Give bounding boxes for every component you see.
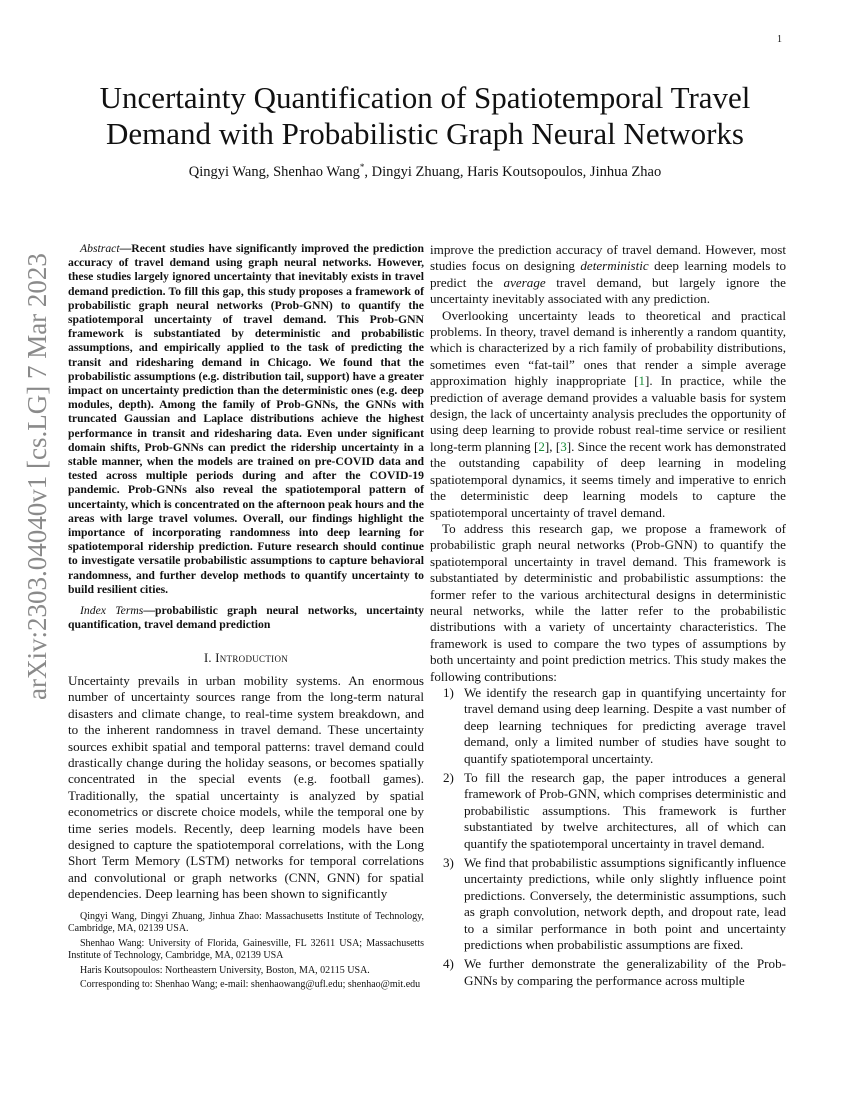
- footnotes: [68, 911, 424, 992]
- footnote-affiliation-1: Qingyi Wang, Dingyi Zhuang, Jinhua Zhao: Massachusetts Institute of Technology, Cambridge, MA, 02139 USA.: [68, 910, 424, 935]
- title-line-1: Uncertainty Quantification of Spatiotemporal Travel: [99, 80, 751, 115]
- section-heading-introduction: [68, 650, 424, 666]
- author-names-2: , Dingyi Zhuang, Haris Koutsopoulos, Jinhua Zhao: [364, 163, 662, 180]
- list-number: 2): [443, 770, 454, 785]
- footnote-affiliation-3: Haris Koutsopoulos: Northeastern University, Boston, MA, 02115 USA.: [80, 964, 370, 976]
- title-line-2: Demand with Probabilistic Graph Neural Networks: [106, 116, 744, 151]
- paper-title: [60, 80, 790, 152]
- right-column: [430, 242, 786, 992]
- intro-paragraph-1: Uncertainty prevails in urban mobility systems. An enormous number of uncertainty sources range from the long-term natural disasters and climate change, to real-time system breakdown, and to the inherent randomness in travel demand. These uncertainty sources exhibit spatial and temporal patterns: travel demand could drastically change during the holiday seasons, or becomes spatially concentrated in the special events (e.g. football games). Traditionally, the spatial uncertainty is analyzed by spatial econometrics or discrete choice models, while the temporal one by time series models. Recently, deep learning models have been designed to capture the spatiotemporal correlations, with the Long Short Term Memory (LSTM) networks for temporal correlations and convolutional or graph networks (CNN, GNN) for spatial dependencies. Deep learning has been shown to significantly: [68, 672, 424, 902]
- citation-link-3[interactable]: 3: [560, 438, 567, 454]
- left-column: [68, 242, 424, 994]
- page-number: 1: [777, 34, 782, 45]
- index-terms-label: Index Terms: [80, 604, 144, 618]
- abstract-text: —Recent studies have significantly improved the prediction accuracy of travel demand using graph neural networks. However, these studies largely ignored uncertainty that inevitably exists in travel demand prediction. To fill this gap, this study proposes a framework of probabilistic graph neural networks (Prob-GNN) to quantify the spatiotemporal uncertainty of travel demand. This Prob-GNN framework is substantiated by deterministic and probabilistic assumptions, and empirically applied to the task of predicting the transit and ridesharing demand in Chicago. We found that the probabilistic assumptions (e.g. distribution tail, support) have a greater impact on uncertainty prediction than the deterministic ones (e.g. deep modules, depth). Among the family of Prob-GNNs, the GNNs with truncated Gaussian and Laplace distributions achieve the highest performance in transit and ridesharing data. Even under significant domain shifts, Prob-GNNs can predict the ridership uncertainty in a stable manner, when the models are trained on pre-COVID data and tested across multiple periods during and after the COVID-19 pandemic. Prob-GNNs also reveal the spatiotemporal pattern of uncertainty, which is concentrated on the afternoon peak hours and the areas with large travel volumes. Overall, our findings highlight the importance of incorporating randomness into deep learning for spatiotemporal ridership prediction. Future research should continue to investigate versatile probabilistic assumptions to capture behavioral randomness, and further develop methods to quantify uncertainty to build resilient cities.: [68, 242, 424, 596]
- text-run: improve the prediction accuracy of travel demand. However, most studies focus on designing: [430, 242, 786, 274]
- footnote-corresponding: Corresponding to: Shenhao Wang; e-mail: shenhaowang@ufl.edu; shenhao@mit.edu: [80, 979, 421, 991]
- intro-paragraph-2: [430, 242, 786, 308]
- arxiv-stamp: arXiv:2303.04040v1 [cs.LG] 7 Mar 2023: [22, 253, 52, 700]
- list-item: [430, 685, 786, 767]
- text-run: ]. Since the recent work has demonstrated the outstanding capability of deep learning in modeling spatiotemporal dynamics, it seems timely and imperative to enrich the deterministic deep learning models to capture the spatiotemporal uncertainty of travel demand.: [430, 438, 786, 520]
- text-run: Overlooking uncertainty leads to theoretical and practical problems. In theory, travel demand is inherently a random quantity, which is characterized by a rich family of probability distributions, sometimes even “fat-tail” ones that render a simple average approximation highly inappropriate [: [430, 307, 786, 389]
- list-item: [430, 956, 786, 989]
- index-terms-text: —probabilistic graph neural networks, uncertainty quantification, travel demand prediction: [68, 604, 424, 632]
- list-number: 3): [443, 855, 454, 871]
- list-text: We find that probabilistic assumptions significantly influence uncertainty predictions, while only slightly influence point predictions. Conversely, the deterministic assumptions, such as graph convolution, network depth, and dropout rate, lead to a similar performance in both point and uncertainty predictions when probabilistic assumptions are fixed.: [464, 855, 786, 953]
- intro-paragraph-4: To address this research gap, we propose a framework of probabilistic graph neural networks (Prob-GNN) to quantify the spatiotemporal uncertainty in travel demand. This framework is substantiated by deterministic and probabilistic assumptions: the former refer to the various architectural designs in deterministic neural networks, while the latter refer to the probabilistic distributions with a variety of uncertainty characteristics. The framework is used to compare the two types of assumptions by both uncertainty and point prediction metrics. This study makes the following contributions:: [430, 520, 786, 684]
- intro-paragraph-3: [430, 308, 786, 521]
- text-run: travel demand, but largely ignore the uncertainty inevitably associated with any prediction.: [430, 274, 786, 307]
- section-title: Introduction: [215, 651, 289, 666]
- citation-link-2[interactable]: 2: [538, 438, 545, 454]
- corresponding-author-mark: *: [359, 162, 365, 172]
- list-item: [430, 855, 786, 953]
- author-list: [60, 162, 790, 181]
- list-item: [430, 770, 786, 852]
- footnote-affiliation-2: Shenhao Wang: University of Florida, Gainesville, FL 32611 USA; Massachusetts Institute of Technology, Cambridge, MA, 02139 USA: [68, 937, 424, 962]
- author-names-1: Qingyi Wang, Shenhao Wang: [188, 163, 360, 180]
- abstract: [68, 242, 424, 597]
- list-text: We identify the research gap in quantifying uncertainty for travel demand using deep learning. Despite a vast number of deep learning techniques for predicting average travel demand, only a limited number of studies have sought to quantify spatiotemporal uncertainty.: [464, 684, 786, 766]
- list-text: To fill the research gap, the paper introduces a general framework of Prob-GNN, which comprises deterministic and probabilistic assumptions. This framework is further substantiated by twelve architectures, all of which can quantify the spatiotemporal uncertainty in travel demand.: [464, 770, 786, 851]
- emphasis-deterministic: deterministic: [580, 258, 649, 274]
- citation-link-1[interactable]: 1: [638, 373, 646, 389]
- text-run: ]. In practice, while the prediction of average demand provides a valuable basis for system design, the lack of uncertainty analysis precludes the opportunity of using deep learning to provide robust real-time service or resilient long-term planning [: [430, 373, 786, 454]
- contributions-list: [430, 685, 786, 989]
- list-number: 4): [443, 956, 454, 972]
- section-numeral: I.: [203, 651, 216, 666]
- emphasis-average: average: [503, 274, 546, 290]
- text-run: deep learning models to predict the: [430, 258, 786, 290]
- abstract-label: Abstract: [80, 242, 120, 255]
- text-run: ], [: [544, 438, 561, 454]
- list-text: We further demonstrate the generalizability of the Prob-GNNs by comparing the performance across multiple: [464, 956, 786, 988]
- index-terms: [68, 604, 424, 632]
- list-number: 1): [443, 684, 454, 700]
